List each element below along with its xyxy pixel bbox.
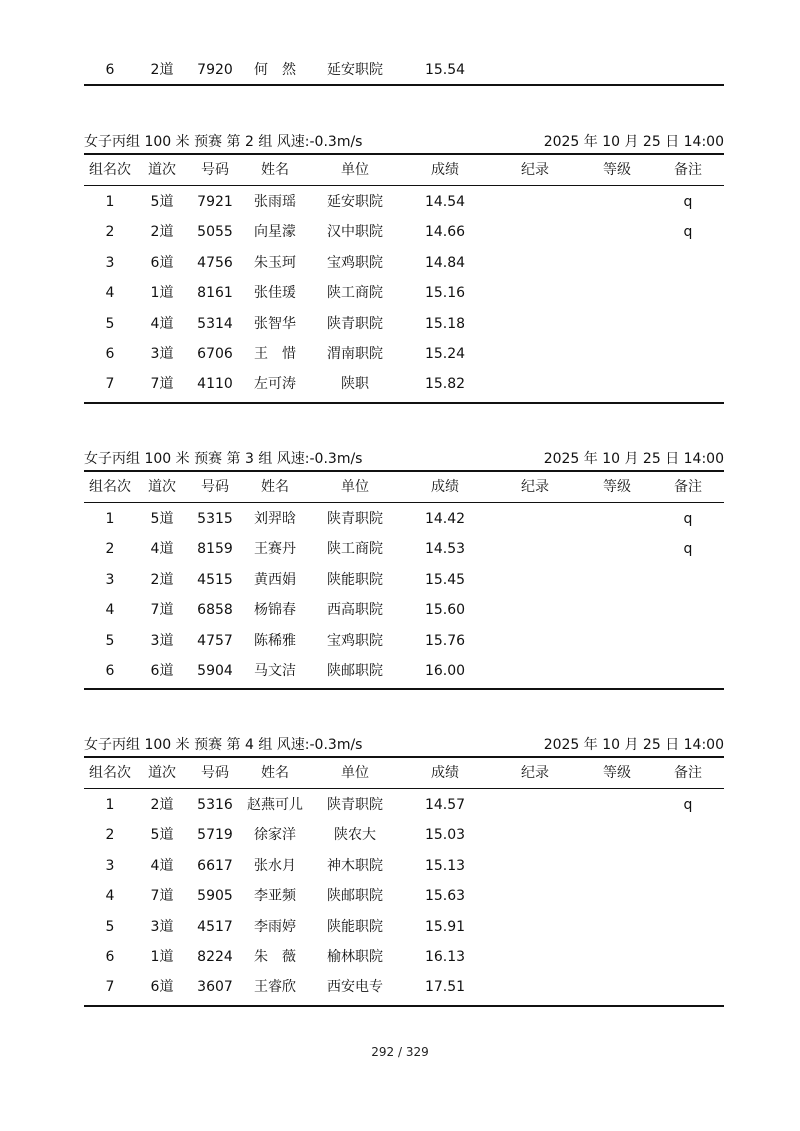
- bib-cell: 8159: [197, 541, 233, 558]
- name-cell: 朱玉珂: [254, 254, 296, 271]
- column-header: 纪录: [521, 162, 549, 178]
- note-cell: q: [683, 194, 693, 210]
- lane-cell: 7道: [150, 376, 174, 393]
- note-cell: [652, 278, 724, 308]
- unit-cell: 神木职院: [327, 857, 383, 874]
- unit-cell: 陕能职院: [327, 571, 383, 588]
- table-row: [84, 942, 724, 972]
- column-header: 等级: [603, 162, 631, 178]
- bib-cell: 5905: [197, 888, 233, 905]
- heat-title: 女子丙组 100 米 预赛 第 3 组 风速:-0.3m/s: [84, 451, 363, 467]
- unit-cell: 陕工商院: [327, 541, 383, 558]
- table-header: [84, 472, 724, 502]
- grade-cell: [582, 972, 652, 1002]
- name-cell: 王 惜: [254, 346, 296, 362]
- group-rank-cell: 2: [105, 541, 115, 558]
- result-cell: 15.13: [424, 857, 466, 874]
- note-cell: [652, 339, 724, 369]
- table-row: [84, 656, 724, 686]
- column-header: 等级: [603, 765, 631, 781]
- bib-cell: 7920: [197, 62, 233, 78]
- note-cell: q: [683, 224, 693, 241]
- table-row: [84, 626, 724, 656]
- lane-cell: 5道: [150, 511, 174, 527]
- result-cell: 15.60: [424, 602, 466, 619]
- record-cell: [488, 851, 582, 881]
- note-cell: [652, 881, 724, 911]
- group-rank-cell: 3: [105, 571, 115, 588]
- note-cell: [652, 912, 724, 942]
- header-rule: [84, 502, 724, 503]
- grade-cell: [582, 278, 652, 308]
- header-rule: [84, 788, 724, 789]
- group-rank-cell: 1: [105, 797, 115, 813]
- result-cell: 16.13: [424, 949, 466, 965]
- lane-cell: 4道: [150, 315, 174, 332]
- lane-cell: 6道: [150, 254, 174, 271]
- result-cell: 14.84: [424, 254, 466, 271]
- grade-cell: [582, 656, 652, 686]
- heat-title-line: [84, 734, 724, 756]
- column-header: 纪录: [521, 479, 549, 495]
- record-cell: [488, 217, 582, 247]
- column-header: 备注: [674, 479, 702, 495]
- table-row: [84, 504, 724, 534]
- unit-cell: 宝鸡职院: [327, 254, 383, 271]
- record-cell: [488, 504, 582, 534]
- grade-cell: [582, 339, 652, 369]
- bib-cell: 4110: [197, 376, 233, 393]
- note-cell: [652, 942, 724, 972]
- grade-cell: [582, 881, 652, 911]
- result-cell: 16.00: [424, 663, 466, 679]
- note-cell: [652, 55, 724, 85]
- table-row: [84, 820, 724, 850]
- column-header: 姓名: [261, 162, 289, 178]
- column-header: 道次: [148, 479, 176, 495]
- record-cell: [488, 55, 582, 85]
- record-cell: [488, 881, 582, 911]
- name-cell: 王睿欣: [254, 979, 296, 996]
- table-row: [84, 881, 724, 911]
- lane-cell: 1道: [150, 949, 174, 965]
- bib-cell: 6706: [197, 346, 233, 362]
- name-cell: 陈稀雅: [254, 632, 296, 649]
- grade-cell: [582, 595, 652, 625]
- name-cell: 张智华: [254, 315, 296, 332]
- record-cell: [488, 309, 582, 339]
- heat-title: 女子丙组 100 米 预赛 第 2 组 风速:-0.3m/s: [84, 134, 363, 150]
- group-rank-cell: 1: [105, 194, 115, 210]
- record-cell: [488, 278, 582, 308]
- bib-cell: 8224: [197, 949, 233, 965]
- bib-cell: 3607: [197, 979, 233, 996]
- column-header: 道次: [148, 162, 176, 178]
- column-header: 单位: [341, 162, 369, 178]
- lane-cell: 2道: [150, 62, 174, 78]
- group-rank-cell: 6: [105, 949, 115, 965]
- unit-cell: 陕能职院: [327, 918, 383, 935]
- result-cell: 14.57: [424, 797, 466, 813]
- column-header: 号码: [201, 479, 229, 495]
- unit-cell: 陕工商院: [327, 285, 383, 302]
- group-rank-cell: 2: [105, 224, 115, 241]
- column-header: 组名次: [89, 479, 131, 495]
- unit-cell: 陕青职院: [327, 315, 383, 332]
- header-rule: [84, 185, 724, 186]
- lane-cell: 6道: [150, 663, 174, 679]
- lane-cell: 3道: [150, 918, 174, 935]
- name-cell: 李亚频: [254, 888, 296, 905]
- unit-cell: 陕农大: [334, 827, 376, 844]
- table-bottom-rule: [84, 84, 724, 86]
- group-rank-cell: 6: [105, 663, 115, 679]
- table-row: [84, 595, 724, 625]
- grade-cell: [582, 626, 652, 656]
- unit-cell: 延安职院: [327, 62, 383, 78]
- result-cell: 15.03: [424, 827, 466, 844]
- group-rank-cell: 4: [105, 888, 115, 905]
- table-bottom-rule: [84, 402, 724, 404]
- note-cell: [652, 248, 724, 278]
- lane-cell: 2道: [150, 571, 174, 588]
- bib-cell: 5904: [197, 663, 233, 679]
- bib-cell: 8161: [197, 285, 233, 302]
- unit-cell: 陕邮职院: [327, 663, 383, 679]
- column-header: 备注: [674, 162, 702, 178]
- record-cell: [488, 656, 582, 686]
- lane-cell: 3道: [150, 346, 174, 362]
- record-cell: [488, 912, 582, 942]
- unit-cell: 延安职院: [327, 194, 383, 210]
- bib-cell: 6617: [197, 857, 233, 874]
- heat-datetime: 2025 年 10 月 25 日 14:00: [543, 134, 724, 150]
- bib-cell: 6858: [197, 602, 233, 619]
- table-row: [84, 339, 724, 369]
- note-cell: [652, 851, 724, 881]
- lane-cell: 4道: [150, 857, 174, 874]
- heat-datetime: 2025 年 10 月 25 日 14:00: [543, 451, 724, 467]
- name-cell: 黄西娟: [254, 571, 296, 588]
- record-cell: [488, 820, 582, 850]
- note-cell: q: [683, 511, 693, 527]
- result-cell: 15.18: [424, 315, 466, 332]
- unit-cell: 榆林职院: [327, 949, 383, 965]
- lane-cell: 7道: [150, 602, 174, 619]
- column-header: 备注: [674, 765, 702, 781]
- grade-cell: [582, 534, 652, 564]
- lane-cell: 7道: [150, 888, 174, 905]
- result-cell: 14.42: [424, 511, 466, 527]
- lane-cell: 6道: [150, 979, 174, 996]
- table-row: [84, 55, 724, 85]
- result-cell: 15.91: [424, 918, 466, 935]
- record-cell: [488, 595, 582, 625]
- record-cell: [488, 942, 582, 972]
- name-cell: 杨锦春: [254, 602, 296, 619]
- heat-title-line: [84, 448, 724, 470]
- note-cell: [652, 369, 724, 399]
- name-cell: 朱 薇: [254, 949, 296, 965]
- group-rank-cell: 3: [105, 254, 115, 271]
- grade-cell: [582, 820, 652, 850]
- table-row: [84, 248, 724, 278]
- record-cell: [488, 626, 582, 656]
- column-header: 成绩: [431, 765, 459, 781]
- record-cell: [488, 565, 582, 595]
- record-cell: [488, 187, 582, 217]
- grade-cell: [582, 942, 652, 972]
- name-cell: 李雨婷: [254, 918, 296, 935]
- table-row: [84, 972, 724, 1002]
- bib-cell: 5315: [197, 511, 233, 527]
- column-header: 道次: [148, 765, 176, 781]
- table-row: [84, 278, 724, 308]
- name-cell: 左可涛: [254, 376, 296, 393]
- record-cell: [488, 339, 582, 369]
- record-cell: [488, 790, 582, 820]
- bib-cell: 4756: [197, 254, 233, 271]
- grade-cell: [582, 504, 652, 534]
- unit-cell: 陕职: [341, 376, 369, 393]
- table-row: [84, 309, 724, 339]
- bib-cell: 5314: [197, 315, 233, 332]
- name-cell: 向星濛: [254, 224, 296, 241]
- grade-cell: [582, 55, 652, 85]
- result-cell: 15.82: [424, 376, 466, 393]
- result-cell: 15.76: [424, 632, 466, 649]
- group-rank-cell: 1: [105, 511, 115, 527]
- heat-title-line: [84, 131, 724, 153]
- column-header: 纪录: [521, 765, 549, 781]
- unit-cell: 陕邮职院: [327, 888, 383, 905]
- column-header: 成绩: [431, 162, 459, 178]
- grade-cell: [582, 248, 652, 278]
- unit-cell: 西安电专: [327, 979, 383, 996]
- name-cell: 赵燕可儿: [247, 797, 303, 813]
- column-header: 组名次: [89, 162, 131, 178]
- column-header: 单位: [341, 765, 369, 781]
- note-cell: q: [683, 797, 693, 813]
- table-row: [84, 790, 724, 820]
- result-cell: 17.51: [424, 979, 466, 996]
- group-rank-cell: 7: [105, 979, 115, 996]
- grade-cell: [582, 309, 652, 339]
- lane-cell: 4道: [150, 541, 174, 558]
- result-cell: 14.66: [424, 224, 466, 241]
- grade-cell: [582, 187, 652, 217]
- table-header: [84, 758, 724, 788]
- table-row: [84, 851, 724, 881]
- group-rank-cell: 2: [105, 827, 115, 844]
- table-bottom-rule: [84, 1005, 724, 1007]
- name-cell: 张佳瑗: [254, 285, 296, 302]
- table-row: [84, 534, 724, 564]
- column-header: 姓名: [261, 479, 289, 495]
- result-cell: 14.53: [424, 541, 466, 558]
- record-cell: [488, 248, 582, 278]
- result-cell: 15.45: [424, 571, 466, 588]
- bib-cell: 4515: [197, 571, 233, 588]
- grade-cell: [582, 217, 652, 247]
- name-cell: 张水月: [254, 857, 296, 874]
- record-cell: [488, 534, 582, 564]
- note-cell: [652, 820, 724, 850]
- table-row: [84, 217, 724, 247]
- grade-cell: [582, 912, 652, 942]
- heat-datetime: 2025 年 10 月 25 日 14:00: [543, 737, 724, 753]
- unit-cell: 汉中职院: [327, 224, 383, 241]
- grade-cell: [582, 565, 652, 595]
- bib-cell: 5316: [197, 797, 233, 813]
- name-cell: 张雨瑶: [254, 194, 296, 210]
- record-cell: [488, 369, 582, 399]
- column-header: 号码: [201, 162, 229, 178]
- grade-cell: [582, 790, 652, 820]
- note-cell: q: [683, 541, 693, 558]
- page-number: 292 / 329: [371, 1045, 429, 1059]
- lane-cell: 2道: [150, 224, 174, 241]
- bib-cell: 4517: [197, 918, 233, 935]
- table-row: [84, 187, 724, 217]
- bib-cell: 5055: [197, 224, 233, 241]
- group-rank-cell: 4: [105, 285, 115, 302]
- result-cell: 15.24: [424, 346, 466, 362]
- grade-cell: [582, 851, 652, 881]
- note-cell: [652, 309, 724, 339]
- unit-cell: 陕青职院: [327, 797, 383, 813]
- group-rank-cell: 4: [105, 602, 115, 619]
- column-header: 组名次: [89, 765, 131, 781]
- note-cell: [652, 972, 724, 1002]
- lane-cell: 2道: [150, 797, 174, 813]
- record-cell: [488, 972, 582, 1002]
- name-cell: 马文洁: [254, 663, 296, 679]
- column-header: 单位: [341, 479, 369, 495]
- table-row: [84, 565, 724, 595]
- name-cell: 王赛丹: [254, 541, 296, 558]
- unit-cell: 渭南职院: [327, 346, 383, 362]
- heat-title: 女子丙组 100 米 预赛 第 4 组 风速:-0.3m/s: [84, 737, 363, 753]
- table-header: [84, 155, 724, 185]
- note-cell: [652, 565, 724, 595]
- column-header: 号码: [201, 765, 229, 781]
- table-row: [84, 369, 724, 399]
- note-cell: [652, 656, 724, 686]
- group-rank-cell: 5: [105, 632, 115, 649]
- table-row: [84, 912, 724, 942]
- column-header: 姓名: [261, 765, 289, 781]
- group-rank-cell: 6: [105, 346, 115, 362]
- group-rank-cell: 5: [105, 315, 115, 332]
- unit-cell: 陕青职院: [327, 511, 383, 527]
- note-cell: [652, 595, 724, 625]
- bib-cell: 4757: [197, 632, 233, 649]
- lane-cell: 5道: [150, 194, 174, 210]
- grade-cell: [582, 369, 652, 399]
- group-rank-cell: 7: [105, 376, 115, 393]
- lane-cell: 5道: [150, 827, 174, 844]
- name-cell: 何 然: [254, 62, 296, 78]
- unit-cell: 宝鸡职院: [327, 632, 383, 649]
- result-cell: 14.54: [424, 194, 466, 210]
- group-rank-cell: 3: [105, 857, 115, 874]
- bib-cell: 5719: [197, 827, 233, 844]
- unit-cell: 西高职院: [327, 602, 383, 619]
- column-header: 等级: [603, 479, 631, 495]
- bib-cell: 7921: [197, 194, 233, 210]
- note-cell: [652, 626, 724, 656]
- result-cell: 15.16: [424, 285, 466, 302]
- group-rank-cell: 6: [105, 62, 115, 78]
- table-bottom-rule: [84, 688, 724, 690]
- result-cell: 15.63: [424, 888, 466, 905]
- group-rank-cell: 5: [105, 918, 115, 935]
- name-cell: 徐家洋: [254, 827, 296, 844]
- result-cell: 15.54: [424, 62, 466, 78]
- name-cell: 刘羿晗: [254, 511, 296, 527]
- lane-cell: 1道: [150, 285, 174, 302]
- lane-cell: 3道: [150, 632, 174, 649]
- column-header: 成绩: [431, 479, 459, 495]
